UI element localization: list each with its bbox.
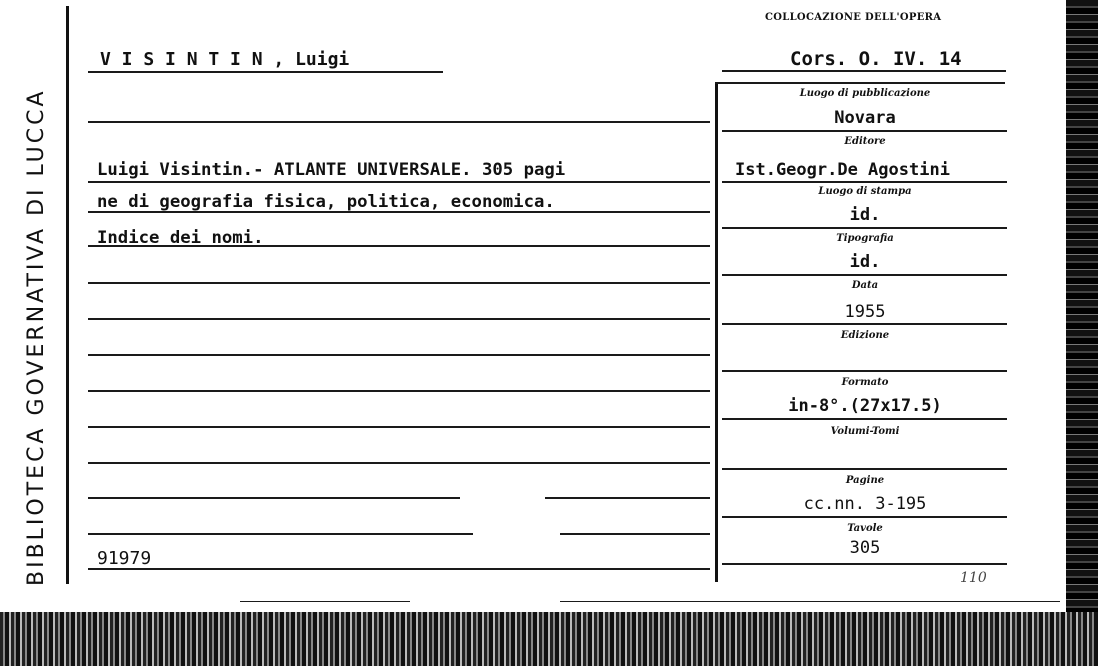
right-panel-border xyxy=(715,82,718,582)
ruled-line xyxy=(560,533,710,535)
description-line-2: ne di geografia fisica, politica, economica. xyxy=(97,192,555,212)
luogo-pubblicazione-label: Luogo di pubblicazione xyxy=(799,88,931,99)
left-margin-rule xyxy=(66,6,69,584)
ruled-line xyxy=(88,426,710,428)
ruled-line xyxy=(88,318,710,320)
panel-rule xyxy=(722,274,1007,276)
ruled-line xyxy=(88,390,710,392)
ruled-line xyxy=(545,497,710,499)
formato-label: Formato xyxy=(841,377,889,388)
description-line-1: Luigi Visintin.- ATLANTE UNIVERSALE. 305 pagi xyxy=(97,160,566,180)
tipografia-value: id. xyxy=(849,252,881,272)
panel-rule xyxy=(722,563,1007,565)
tavole-label: Tavole xyxy=(847,523,883,534)
data-label: Data xyxy=(851,280,879,291)
inventory-number: 91979 xyxy=(97,548,152,569)
panel-rule xyxy=(722,516,1007,518)
luogo-pubblicazione-value: Novara xyxy=(834,108,896,128)
editore-value: Ist.Geogr.De Agostini xyxy=(735,160,950,180)
panel-rule xyxy=(722,418,1007,420)
author-rule xyxy=(88,71,443,73)
ruled-line xyxy=(88,354,710,356)
ruled-line xyxy=(88,181,710,183)
ruled-line xyxy=(88,462,710,464)
bottom-rule xyxy=(560,601,1060,602)
scan-edge-bottom xyxy=(0,612,1098,666)
panel-rule xyxy=(722,468,1007,470)
ruled-line xyxy=(240,601,410,602)
tavole-value: 305 xyxy=(849,538,881,558)
luogo-stampa-value: id. xyxy=(849,205,881,225)
ruled-line xyxy=(88,497,460,499)
ruled-line xyxy=(88,533,473,535)
scan-edge-right xyxy=(1066,0,1098,666)
ruled-line xyxy=(88,121,710,123)
collocazione-rule xyxy=(722,70,1006,72)
description-line-3: Indice dei nomi. xyxy=(97,228,264,248)
edizione-label: Edizione xyxy=(840,330,890,341)
panel-rule xyxy=(722,227,1007,229)
volumi-tomi-label: Volumi-Tomi xyxy=(830,426,900,437)
panel-rule xyxy=(722,130,1007,132)
tipografia-label: Tipografia xyxy=(836,233,894,244)
ruled-line xyxy=(88,568,710,570)
pagine-value: cc.nn. 3-195 xyxy=(803,494,927,514)
panel-rule xyxy=(722,323,1007,325)
ruled-line xyxy=(88,282,710,284)
editore-label: Editore xyxy=(844,136,886,147)
luogo-stampa-label: Luogo di stampa xyxy=(818,186,912,197)
author-heading: V I S I N T I N , Luigi xyxy=(100,49,350,70)
corner-pencil-mark: 110 xyxy=(960,570,987,586)
panel-rule xyxy=(722,181,1007,183)
formato-value: in-8°.(27x17.5) xyxy=(788,396,942,416)
data-value: 1955 xyxy=(844,302,886,322)
panel-top-rule xyxy=(715,82,1005,84)
library-name-vertical: BIBLIOTECA GOVERNATIVA DI LUCCA xyxy=(24,88,49,586)
pagine-label: Pagine xyxy=(845,475,885,486)
panel-rule xyxy=(722,370,1007,372)
collocazione-label: COLLOCAZIONE DELL'OPERA xyxy=(765,12,942,23)
collocazione-value: Cors. O. IV. 14 xyxy=(790,48,962,70)
